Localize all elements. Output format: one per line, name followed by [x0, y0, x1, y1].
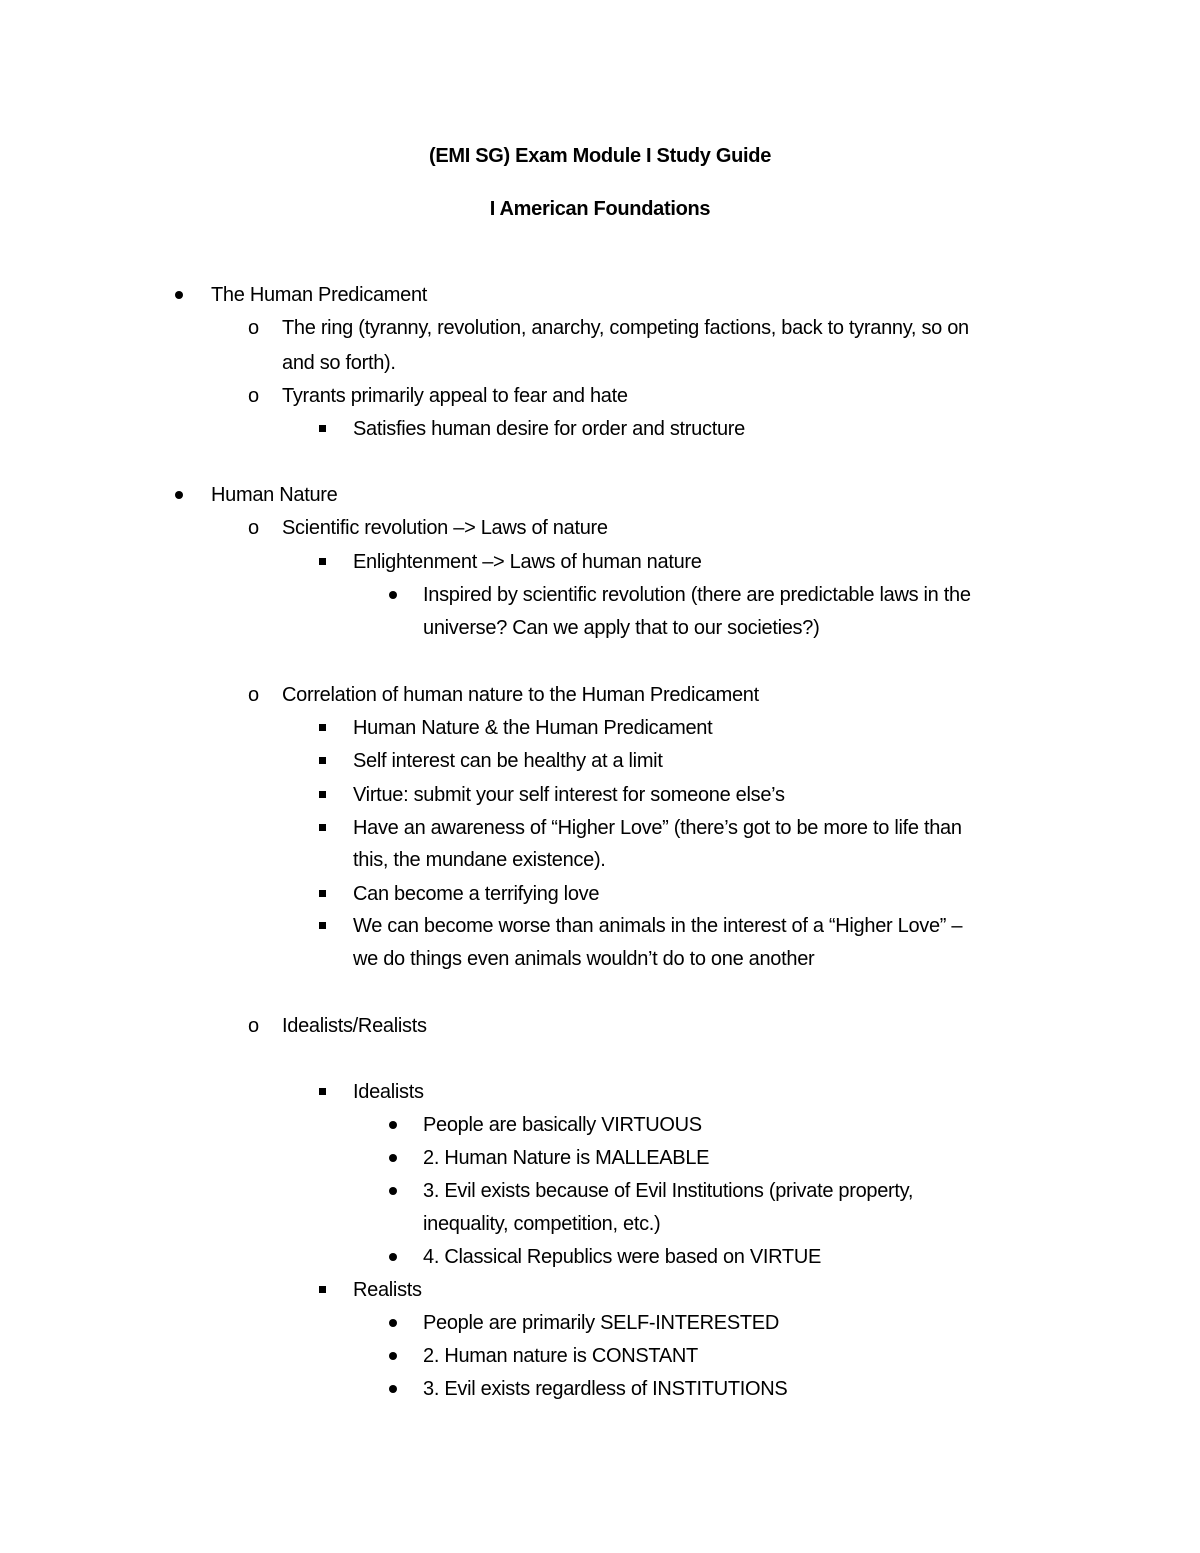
bullet-square-icon: [319, 791, 326, 798]
bullet-square-icon: [319, 922, 326, 929]
bullet-square-icon: [319, 425, 326, 432]
list-item: Enlightenment –> Laws of human nature: [353, 551, 702, 573]
list-item-continuation: universe? Can we apply that to our societies?): [423, 617, 820, 639]
list-item: Virtue: submit your self interest for someone else’s: [353, 784, 785, 806]
bullet-disc-icon: [175, 291, 183, 299]
bullet-disc-icon: [389, 1319, 397, 1327]
document-subtitle: I American Foundations: [489, 198, 711, 220]
list-item: Human Nature & the Human Predicament: [353, 717, 713, 739]
section-heading-human-predicament: The Human Predicament: [211, 284, 428, 306]
list-item: People are primarily SELF-INTERESTED: [423, 1312, 779, 1334]
bullet-square-icon: [319, 757, 326, 764]
bullet-circle-icon: o: [248, 385, 260, 407]
list-item: 3. Evil exists regardless of INSTITUTIONS: [423, 1378, 788, 1400]
bullet-disc-icon: [389, 591, 397, 599]
list-item: Inspired by scientific revolution (there are predictable laws in the: [423, 584, 971, 606]
list-item: We can become worse than animals in the interest of a “Higher Love” –: [353, 915, 963, 937]
list-item-continuation: we do things even animals wouldn’t do to one another: [353, 948, 815, 970]
bullet-disc-icon: [389, 1121, 397, 1129]
list-item: Have an awareness of “Higher Love” (there’s got to be more to life than: [353, 817, 962, 839]
document-title: (EMI SG) Exam Module I Study Guide: [428, 145, 772, 167]
bullet-disc-icon: [389, 1154, 397, 1162]
bullet-square-icon: [319, 558, 326, 565]
list-item: 2. Human nature is CONSTANT: [423, 1345, 698, 1367]
bullet-circle-icon: o: [248, 517, 260, 539]
list-item: The ring (tyranny, revolution, anarchy, competing factions, back to tyranny, so on: [282, 317, 969, 339]
list-item-idealists: Idealists: [353, 1081, 424, 1103]
bullet-square-icon: [319, 890, 326, 897]
list-item: Scientific revolution –> Laws of nature: [282, 517, 608, 539]
bullet-square-icon: [319, 1088, 326, 1095]
list-item: Tyrants primarily appeal to fear and hate: [282, 385, 628, 407]
bullet-circle-icon: o: [248, 317, 260, 339]
bullet-circle-icon: o: [248, 1015, 260, 1037]
bullet-circle-icon: o: [248, 684, 260, 706]
list-item-continuation: and so forth).: [282, 352, 396, 374]
list-item: 3. Evil exists because of Evil Institutions (private property,: [423, 1180, 914, 1202]
list-item: 4. Classical Republics were based on VIRTUE: [423, 1246, 822, 1268]
bullet-square-icon: [319, 824, 326, 831]
bullet-square-icon: [319, 1286, 326, 1293]
bullet-disc-icon: [389, 1253, 397, 1261]
list-item: 2. Human Nature is MALLEABLE: [423, 1147, 710, 1169]
list-item: Correlation of human nature to the Human Predicament: [282, 684, 759, 706]
bullet-disc-icon: [389, 1385, 397, 1393]
list-item-continuation: this, the mundane existence).: [353, 849, 606, 871]
bullet-square-icon: [319, 724, 326, 731]
bullet-disc-icon: [175, 491, 183, 499]
bullet-disc-icon: [389, 1187, 397, 1195]
list-item: Satisfies human desire for order and structure: [353, 418, 745, 440]
bullet-disc-icon: [389, 1352, 397, 1360]
section-heading-human-nature: Human Nature: [211, 484, 338, 506]
list-item-continuation: inequality, competition, etc.): [423, 1213, 661, 1235]
list-item: Idealists/Realists: [282, 1015, 427, 1037]
list-item: People are basically VIRTUOUS: [423, 1114, 702, 1136]
list-item: Can become a terrifying love: [353, 883, 600, 905]
list-item-realists: Realists: [353, 1279, 422, 1301]
list-item: Self interest can be healthy at a limit: [353, 750, 663, 772]
